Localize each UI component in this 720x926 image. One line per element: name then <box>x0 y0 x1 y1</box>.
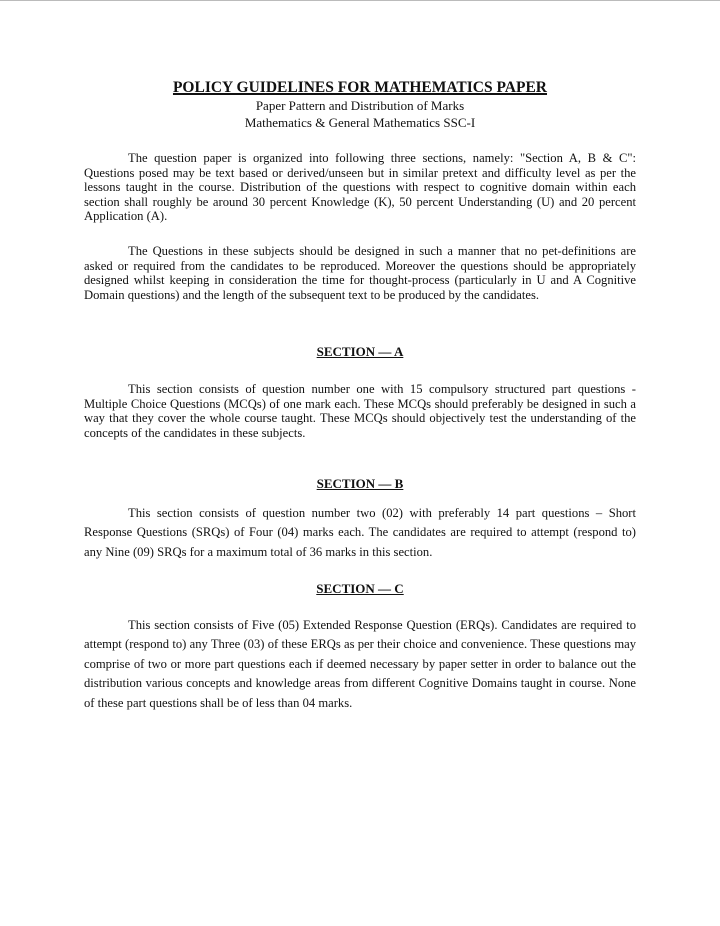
title-text: POLICY GUIDELINES FOR MATHEMATICS PAPER <box>172 79 548 96</box>
section-a-heading-text: SECTION — A <box>316 344 404 359</box>
section-a-paragraph: This section consists of question number one with 15 compulsory structured part questions - Multiple Choice Questions (MCQs) of one mark each. These MCQs should preferably be designed in such a way that they cover the whole course taught. These MCQs should objectively test the understanding of the concepts of the candidates in these subjects. <box>84 382 636 440</box>
section-c-heading-text: SECTION — C <box>316 581 404 596</box>
intro-paragraph-1: The question paper is organized into following three sections, namely: "Section A, B & C": Questions posed may be text based or derived/unseen but in similar pretext and difficulty level as per the lessons taught in the course. Distribution of the questions with respect to cognitive domain within each section shall roughly be around 30 percent Knowledge (K), 50 percent Understanding (U) and 20 percent Application (A). <box>84 151 636 224</box>
document-title <box>84 79 636 97</box>
section-b-heading <box>84 476 636 492</box>
section-b-paragraph: This section consists of question number two (02) with preferably 14 part questions – Short Response Questions (SRQs) of Four (04) marks each. The candidates are required to attempt (respond to) any Nine (09) SRQs for a maximum total of 36 marks in this section. <box>84 506 636 559</box>
section-c-paragraph: This section consists of Five (05) Extended Response Question (ERQs). Candidates are required to attempt (respond to) any Three (03) of these ERQs as per their choice and convenience. These questions may comprise of two or more part questions each if deemed necessary by paper setter in order to balance out the distribution various concepts and knowledge areas from different Cognitive Domains taught in course. None of these part questions shall be of less than 04 marks. <box>84 618 636 710</box>
subtitle-paper-pattern: Paper Pattern and Distribution of Marks <box>255 98 465 113</box>
intro-paragraph-2: The Questions in these subjects should be designed in such a manner that no pet-definitions are asked or required from the candidates to be reproduced. Moreover the questions should be appropriately designed whilst keeping in consideration the time for thought-process (particularly in U and A Cognitive Domain questions) and the length of the subsequent text to be produced by the candidates. <box>84 244 636 302</box>
section-b-heading-text: SECTION — B <box>316 476 404 491</box>
section-c-heading <box>84 581 636 597</box>
subtitle-subject: Mathematics & General Mathematics SSC-I <box>244 115 476 130</box>
section-a-heading <box>84 344 636 360</box>
